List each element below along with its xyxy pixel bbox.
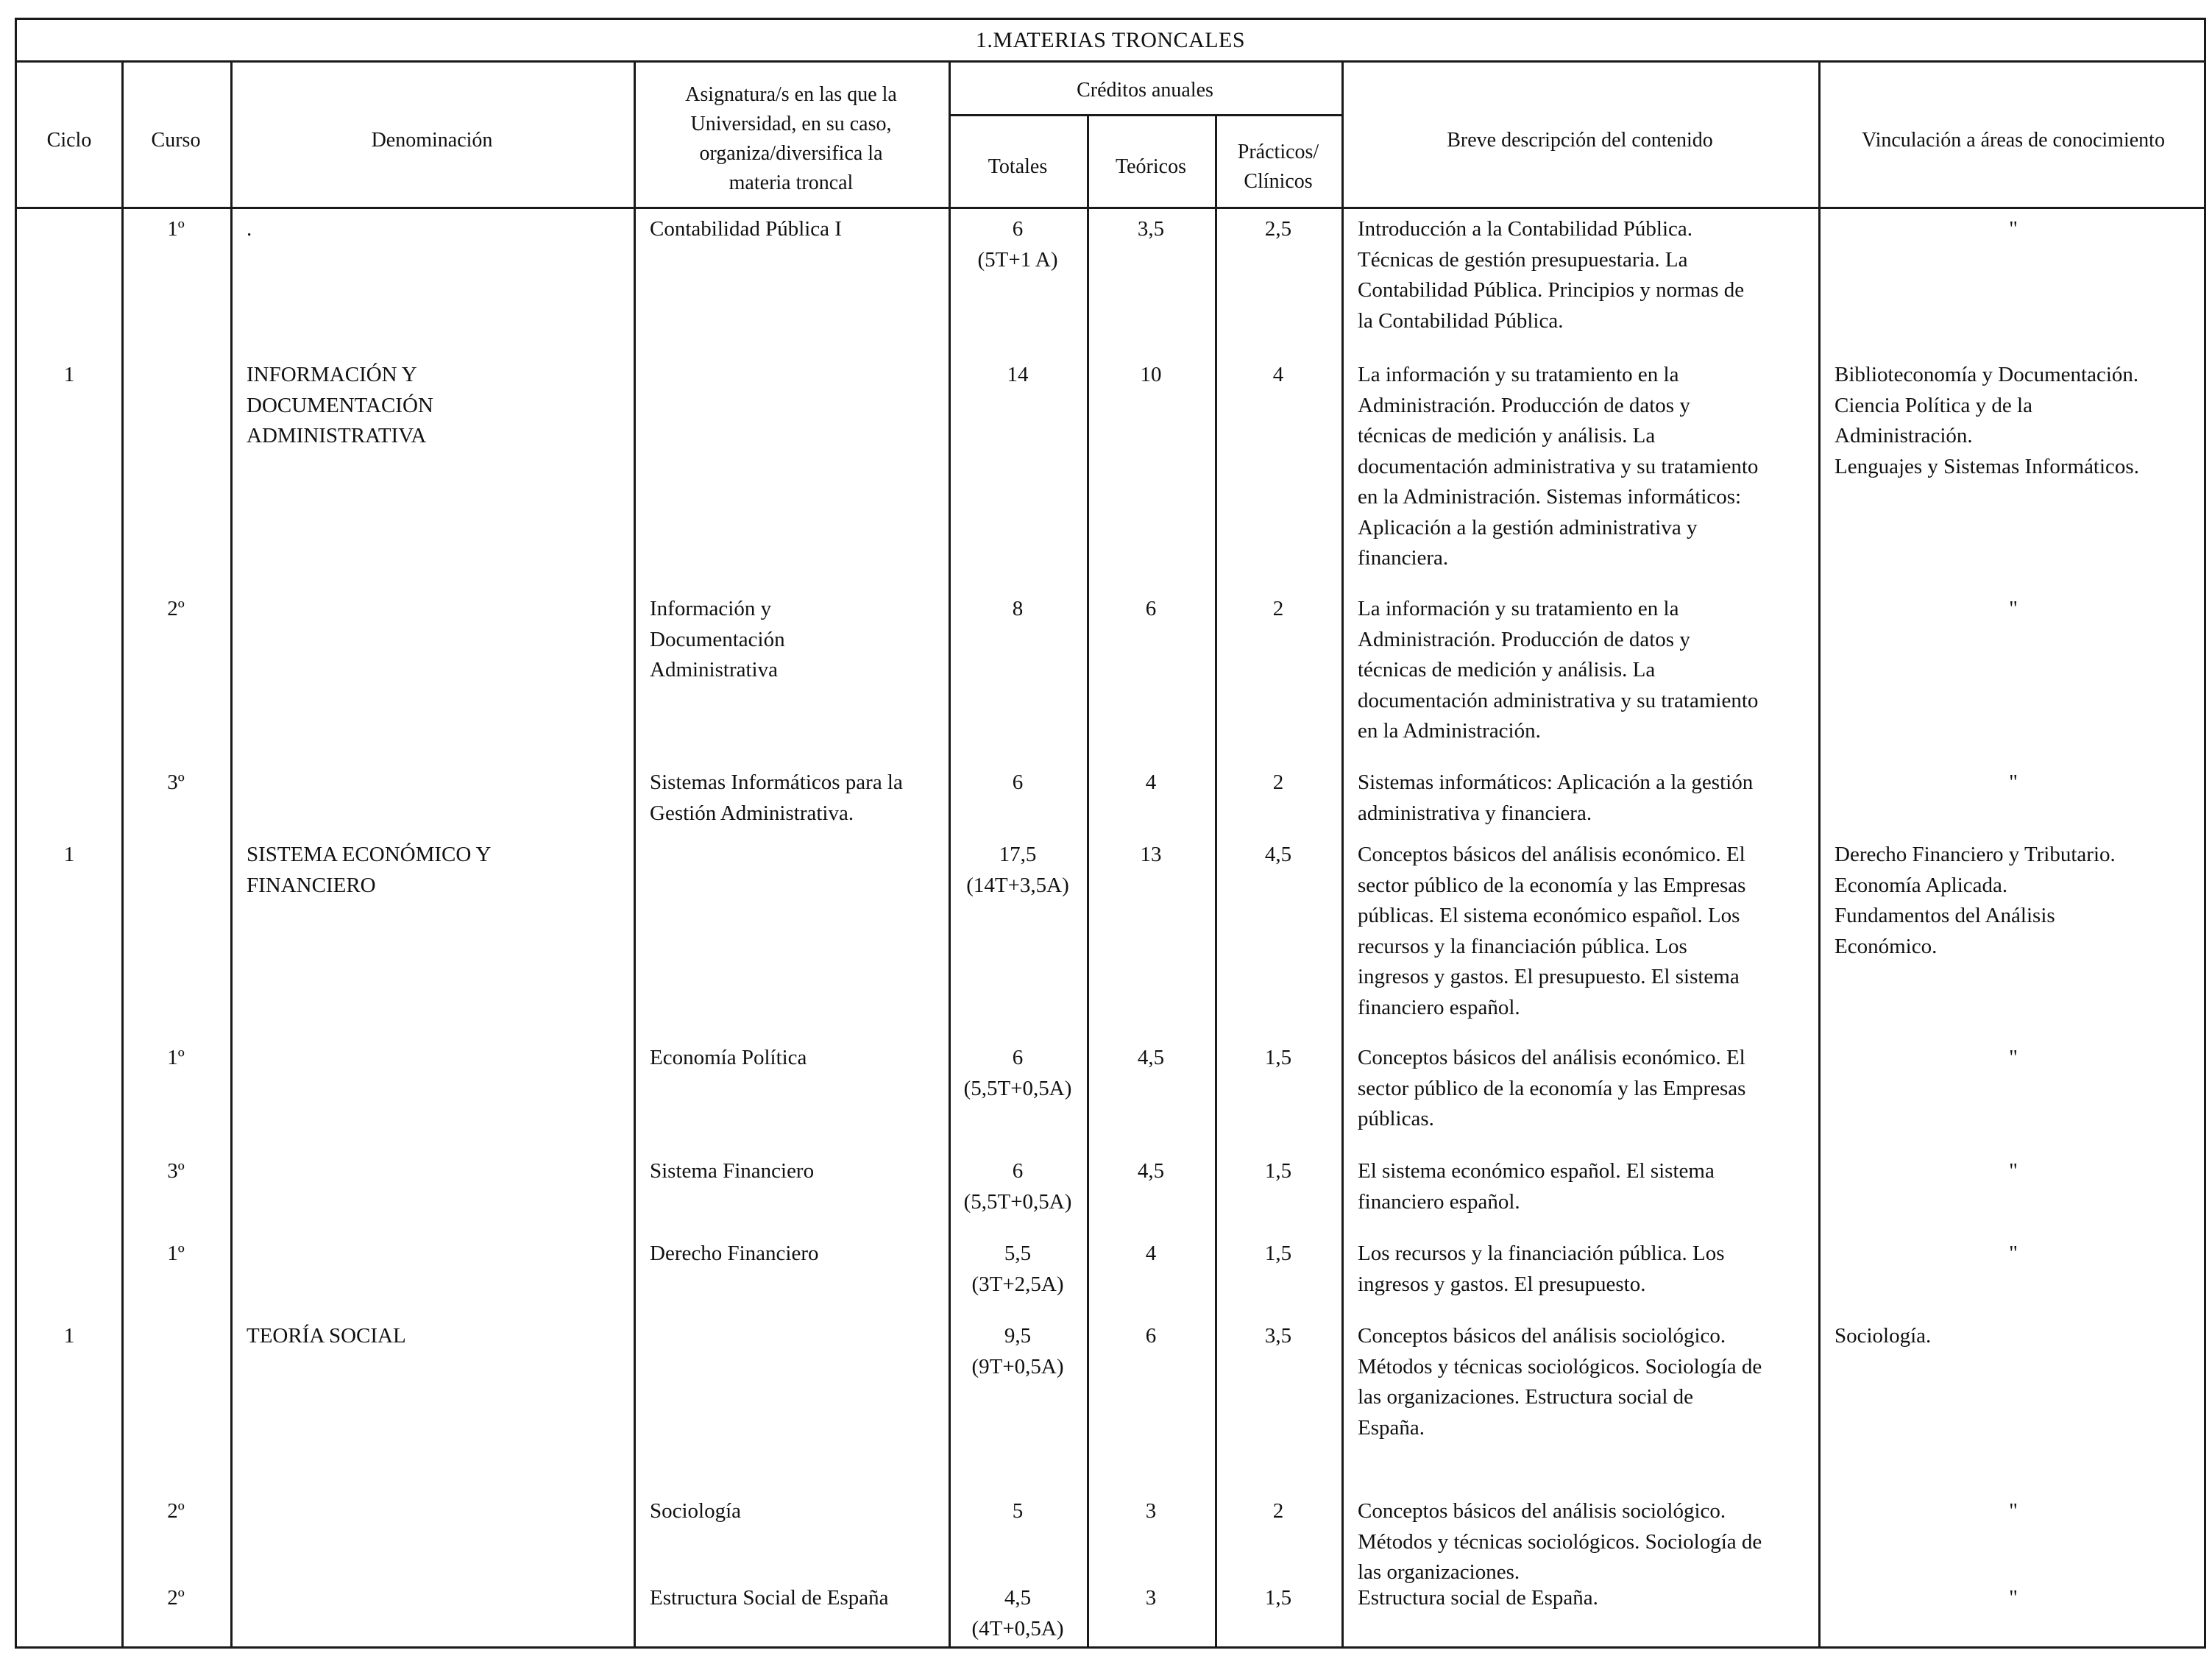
cell-line: 3º [167, 1159, 185, 1183]
cell-line: Contabilidad Pública I [650, 217, 842, 241]
cell-line: Sistemas Informáticos para la [650, 771, 903, 794]
cell-line: 3 [1145, 1499, 1157, 1523]
cell-teoricos [1087, 214, 1215, 245]
cell-curso [121, 1043, 230, 1074]
cell-line: Economía Aplicada. [1835, 873, 2008, 897]
cell-asignatura [650, 1156, 944, 1187]
cell-line: 6 [1012, 771, 1024, 794]
cell-line: las organizaciones. [1358, 1560, 1520, 1584]
cell-vinculacion [1818, 1156, 2208, 1187]
cell-line: 1,5 [1264, 1046, 1292, 1069]
cell-line: financiero español. [1358, 995, 1520, 1019]
cell-line: 4,5 [1004, 1586, 1032, 1610]
cell-practicos [1215, 360, 1341, 391]
cell-line: (5,5T+0,5A) [963, 1189, 1072, 1214]
cell-asignatura [650, 594, 944, 686]
cell-line: " [2009, 217, 2018, 241]
cell-totales [949, 214, 1087, 275]
cell-curso [121, 214, 230, 245]
cell-line: administrativa y financiera. [1358, 801, 1592, 825]
cell-line: España. [1358, 1415, 1425, 1440]
cell-line: Los recursos y la financiación pública. Los [1358, 1242, 1725, 1265]
header-asignatura-line: materia troncal [729, 171, 854, 194]
cell-line: 3,5 [1137, 217, 1165, 241]
cell-line: Administración. Producción de datos y [1358, 627, 1690, 651]
cell-line: 1º [167, 1242, 185, 1265]
cell-line: Gestión Administrativa. [650, 801, 854, 825]
column-rule [1341, 63, 1344, 1646]
cell-line: 4,5 [1137, 1159, 1165, 1183]
cell-descripcion [1358, 1156, 1814, 1217]
cell-line: 1 [63, 1324, 75, 1348]
cell-line: 2º [167, 1586, 185, 1610]
header-practicos-line: Prácticos/ [1237, 141, 1319, 163]
cell-practicos [1215, 1043, 1341, 1074]
cell-line: Conceptos básicos del análisis económico. El [1358, 1046, 1745, 1069]
cell-line: Sociología. [1835, 1324, 1932, 1348]
cell-line: Economía Política [650, 1046, 807, 1069]
cell-line: (14T+3,5A) [966, 873, 1069, 897]
cell-line: 1 [63, 363, 75, 386]
cell-totales [949, 1496, 1087, 1527]
cell-line: 1 [63, 843, 75, 866]
cell-line: 1º [167, 1046, 185, 1069]
cell-ciclo [17, 1321, 121, 1352]
cell-totales [949, 1583, 1087, 1644]
cell-line: ingresos y gastos. El presupuesto. El sistema [1358, 965, 1740, 988]
header-denominacion: Denominación [371, 129, 493, 152]
cell-line: 2º [167, 1499, 185, 1523]
cell-practicos [1215, 1321, 1341, 1352]
cell-curso [121, 1156, 230, 1187]
header-asignatura-line: Asignatura/s en las que la [685, 83, 897, 106]
cell-line: Estructura social de España. [1358, 1586, 1598, 1610]
cell-vinculacion [1818, 1496, 2208, 1527]
cell-descripcion [1358, 1239, 1814, 1300]
cell-practicos [1215, 1496, 1341, 1527]
cell-line: FINANCIERO [247, 873, 376, 897]
cell-vinculacion [1818, 214, 2208, 245]
cell-ciclo [17, 840, 121, 871]
column-rule [230, 63, 233, 1646]
cell-line: " [2009, 1046, 2018, 1069]
cell-line: Derecho Financiero y Tributario. [1835, 843, 2116, 866]
cell-descripcion [1358, 594, 1814, 747]
cell-descripcion [1358, 1043, 1814, 1135]
cell-denominacion [247, 214, 629, 245]
cell-line: Conceptos básicos del análisis económico. El [1358, 843, 1745, 866]
header-bottom-rule [17, 207, 2204, 209]
cell-line: Derecho Financiero [650, 1242, 819, 1265]
cell-line: " [2009, 597, 2018, 620]
cell-asignatura [650, 1496, 944, 1527]
column-rule [121, 63, 124, 1646]
cell-line: 9,5 [1004, 1324, 1032, 1348]
cell-line: financiera. [1358, 546, 1449, 570]
cell-line: (4T+0,5A) [971, 1616, 1064, 1640]
cell-denominacion [247, 840, 629, 901]
cell-line: 6 [1012, 1159, 1024, 1183]
cell-vinculacion [1818, 594, 2208, 625]
cell-line: sector público de la economía y las Empresas [1358, 873, 1746, 897]
header-ciclo: Ciclo [46, 129, 92, 152]
header-descripcion: Breve descripción del contenido [1447, 129, 1713, 152]
cell-denominacion [247, 360, 629, 452]
cell-teoricos [1087, 594, 1215, 625]
header-creditos: Créditos anuales [1077, 79, 1213, 102]
cell-line: DOCUMENTACIÓN [247, 393, 433, 417]
cell-vinculacion [1835, 1321, 2202, 1352]
cell-teoricos [1087, 1043, 1215, 1074]
cell-curso [121, 1496, 230, 1527]
cell-totales [949, 768, 1087, 799]
cell-line: Técnicas de gestión presupuestaria. La [1358, 247, 1688, 272]
cell-line: en la Administración. Sistemas informáticos: [1358, 485, 1742, 509]
cell-line: Administración. [1835, 424, 1973, 447]
cell-line: 4,5 [1137, 1046, 1165, 1069]
cell-line: 3 [1145, 1586, 1157, 1610]
cell-line: ingresos y gastos. El presupuesto. [1358, 1272, 1646, 1296]
cell-line: Biblioteconomía y Documentación. [1835, 363, 2139, 386]
cell-line: Sistema Financiero [650, 1159, 815, 1183]
header-asignatura-line: organiza/diversifica la [699, 142, 883, 165]
cell-line: 8 [1012, 597, 1024, 620]
cell-teoricos [1087, 1496, 1215, 1527]
cell-line: Información y [650, 597, 772, 620]
header-curso: Curso [151, 129, 201, 152]
cell-line: " [2009, 1159, 2018, 1183]
cell-line: 2,5 [1264, 217, 1292, 241]
cell-line: 13 [1140, 843, 1162, 866]
cell-line: 10 [1140, 363, 1162, 386]
header-vinculacion: Vinculación a áreas de conocimiento [1862, 129, 2165, 152]
cell-line: 6 [1145, 1324, 1157, 1348]
cell-line: Documentación [650, 627, 785, 651]
cell-line: documentación administrativa y su tratamiento [1358, 688, 1759, 712]
cell-line: " [2009, 771, 2018, 794]
cell-teoricos [1087, 1239, 1215, 1270]
cell-line: financiero español. [1358, 1189, 1520, 1214]
cell-descripcion [1358, 768, 1814, 829]
cell-practicos [1215, 840, 1341, 871]
cell-line: Económico. [1835, 934, 1938, 958]
cell-practicos [1215, 768, 1341, 799]
cell-practicos [1215, 1239, 1341, 1270]
cell-practicos [1215, 1583, 1341, 1614]
cell-vinculacion [1835, 360, 2202, 482]
cell-line: El sistema económico español. El sistema [1358, 1159, 1715, 1183]
cell-line: 6 [1145, 597, 1157, 620]
cell-asignatura [650, 1583, 944, 1614]
cell-line: " [2009, 1499, 2018, 1523]
cell-practicos [1215, 214, 1341, 245]
cell-line: (3T+2,5A) [971, 1272, 1064, 1296]
cell-asignatura [650, 1043, 944, 1074]
cell-line: Administrativa [650, 658, 778, 682]
cell-line: Lenguajes y Sistemas Informáticos. [1835, 454, 2139, 478]
cell-curso [121, 594, 230, 625]
cell-line: INFORMACIÓN Y [247, 363, 417, 386]
cell-totales [949, 1156, 1087, 1217]
cell-line: 4,5 [1264, 843, 1292, 866]
cell-practicos [1215, 1156, 1341, 1187]
cell-line: 6 [1012, 1046, 1024, 1069]
cell-line: documentación administrativa y su tratamiento [1358, 454, 1759, 478]
cell-asignatura [650, 768, 944, 829]
cell-line: 4 [1145, 1242, 1157, 1265]
cell-descripcion [1358, 840, 1814, 1023]
cell-curso [121, 768, 230, 799]
cell-line: técnicas de medición y análisis. La [1358, 424, 1656, 447]
cell-curso [121, 1239, 230, 1270]
troncales-table [15, 18, 2206, 1649]
cell-descripcion [1358, 1496, 1814, 1588]
cell-line: 6 [1012, 217, 1024, 241]
cell-practicos [1215, 594, 1341, 625]
column-rule [1087, 114, 1089, 1646]
cell-teoricos [1087, 1156, 1215, 1187]
cell-line: 1º [167, 217, 185, 241]
cell-line: 2 [1272, 771, 1284, 794]
cell-descripcion [1358, 1321, 1814, 1443]
header-teoricos: Teóricos [1115, 155, 1186, 178]
cell-line: ADMINISTRATIVA [247, 424, 427, 447]
cell-line: 3,5 [1264, 1324, 1292, 1348]
cell-vinculacion [1818, 1043, 2208, 1074]
cell-vinculacion [1835, 840, 2202, 962]
cell-line: 3º [167, 771, 185, 794]
cell-descripcion [1358, 214, 1814, 336]
cell-ciclo [17, 360, 121, 391]
cell-curso [121, 1583, 230, 1614]
cell-line: las organizaciones. Estructura social de [1358, 1385, 1694, 1409]
cell-asignatura [650, 1239, 944, 1270]
cell-teoricos [1087, 360, 1215, 391]
table-title: 1.MATERIAS TRONCALES [17, 20, 2204, 63]
cell-line: " [2009, 1242, 2018, 1265]
cell-line: Conceptos básicos del análisis sociológico. [1358, 1499, 1726, 1523]
cell-line: Métodos y técnicas sociológicos. Sociología de [1358, 1529, 1762, 1554]
cell-line: . [247, 217, 252, 241]
cell-line: recursos y la financiación pública. Los [1358, 934, 1687, 958]
cell-line: (9T+0,5A) [971, 1354, 1064, 1378]
cell-totales [949, 1043, 1087, 1104]
cell-line: públicas. El sistema económico español. Los [1358, 904, 1740, 927]
cell-line: TEORÍA SOCIAL [247, 1324, 406, 1348]
cell-vinculacion [1818, 1239, 2208, 1270]
cell-line: La información y su tratamiento en la [1358, 597, 1679, 620]
cell-line: 14 [1007, 363, 1029, 386]
cell-line: Fundamentos del Análisis [1835, 904, 2055, 927]
cell-line: (5,5T+0,5A) [963, 1076, 1072, 1100]
cell-line: Administración. Producción de datos y [1358, 393, 1690, 417]
cell-denominacion [247, 1321, 629, 1352]
cell-line: en la Administración. [1358, 719, 1541, 743]
cell-line: 5,5 [1004, 1242, 1032, 1265]
cell-line: 1,5 [1264, 1586, 1292, 1610]
cell-line: Estructura Social de España [650, 1586, 889, 1610]
cell-line: 17,5 [999, 843, 1037, 866]
cell-line: Sociología [650, 1499, 742, 1523]
cell-asignatura [650, 214, 944, 245]
cell-vinculacion [1818, 1583, 2208, 1614]
cell-totales [949, 840, 1087, 901]
cell-line: La información y su tratamiento en la [1358, 363, 1679, 386]
cell-line: la Contabilidad Pública. [1358, 308, 1564, 333]
cell-line: 5 [1012, 1499, 1024, 1523]
cell-line: Aplicación a la gestión administrativa y [1358, 515, 1698, 539]
cell-line: (5T+1 A) [977, 247, 1058, 272]
cell-line: Ciencia Política y de la [1835, 393, 2032, 417]
cell-line: sector público de la economía y las Empresas [1358, 1076, 1746, 1100]
cell-line: Introducción a la Contabilidad Pública. [1358, 217, 1693, 241]
cell-vinculacion [1818, 768, 2208, 799]
cell-line: 2º [167, 597, 185, 620]
cell-line: Contabilidad Pública. Principios y normas de [1358, 278, 1745, 302]
header-totales: Totales [988, 155, 1048, 178]
cell-line: 2 [1272, 597, 1284, 620]
header-practicos-line: Clínicos [1244, 170, 1313, 193]
cell-line: 1,5 [1264, 1159, 1292, 1183]
cell-line: SISTEMA ECONÓMICO Y [247, 843, 492, 866]
cell-teoricos [1087, 840, 1215, 871]
header-asignatura [634, 80, 949, 198]
cell-descripcion [1358, 360, 1814, 574]
cell-line: públicas. [1358, 1107, 1434, 1130]
cell-line: técnicas de medición y análisis. La [1358, 658, 1656, 682]
cell-line: 1,5 [1264, 1242, 1292, 1265]
header-asignatura-line: Universidad, en su caso, [690, 113, 892, 135]
column-rule [1818, 63, 1821, 1646]
column-rule [634, 63, 636, 1646]
cell-totales [949, 360, 1087, 391]
column-rule [1215, 114, 1217, 1646]
cell-line: Sistemas informáticos: Aplicación a la gestión [1358, 771, 1754, 794]
cell-line: Conceptos básicos del análisis sociológico. [1358, 1324, 1726, 1348]
cell-descripcion [1358, 1583, 1814, 1614]
cell-line: 4 [1145, 771, 1157, 794]
cell-line: " [2009, 1586, 2018, 1610]
cell-teoricos [1087, 768, 1215, 799]
cell-teoricos [1087, 1321, 1215, 1352]
cell-teoricos [1087, 1583, 1215, 1614]
creditos-header-rule [949, 114, 1341, 116]
cell-line: 2 [1272, 1499, 1284, 1523]
cell-totales [949, 1239, 1087, 1300]
cell-line: 4 [1272, 363, 1284, 386]
cell-line: Métodos y técnicas sociológicos. Sociología de [1358, 1354, 1762, 1378]
cell-totales [949, 1321, 1087, 1382]
header-practicos [1215, 138, 1341, 197]
cell-totales [949, 594, 1087, 625]
